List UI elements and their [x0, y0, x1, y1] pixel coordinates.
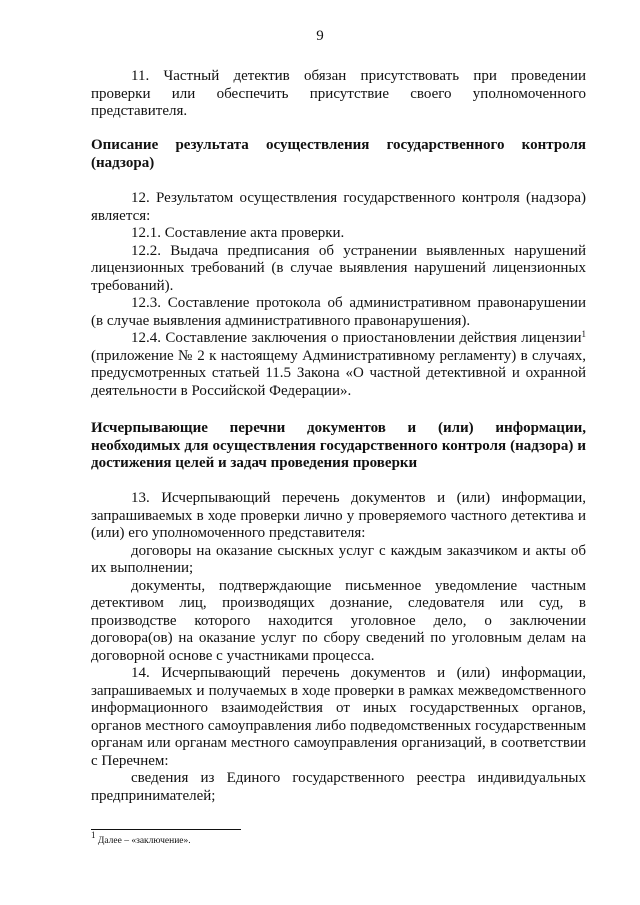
paragraph-12-block	[91, 190, 586, 400]
paragraph-13: 13. Исчерпывающий перечень документов и (или) информации, запрашиваемых в ходе проверки лично у проверяемого частного детектива и (или) его уполномоченного представителя:	[91, 490, 586, 541]
paragraph-12: 12. Результатом осуществления государственного контроля (надзора) является:	[91, 190, 586, 224]
heading-block-2	[91, 420, 586, 473]
paragraph-13-block	[91, 490, 586, 805]
paragraph-14-a: сведения из Единого государственного реестра индивидуальных предпринимателей;	[91, 770, 586, 804]
footnote-separator	[91, 829, 241, 830]
paragraph-12-4	[91, 330, 586, 400]
section-heading-documents: Исчерпывающие перечни документов и (или) информации, необходимых для осуществления государственного контроля (надзора) и достижения целей и задач проведения проверки	[91, 420, 586, 471]
paragraph-12-1: 12.1. Составление акта проверки.	[131, 225, 345, 241]
paragraph-13-a: договоры на оказание сыскных услуг с каждым заказчиком и акты об их выполнении;	[91, 542, 586, 576]
paragraph-12-2: 12.2. Выдача предписания об устранении выявленных нарушений лицензионных требований (в случае выявления нарушений лицензионных требований).	[91, 242, 586, 294]
paragraph-14: 14. Исчерпывающий перечень документов и (или) информации, запрашиваемых и получаемых в ходе проверки в рамках межведомственного информационного взаимодействия от иных государственных органов, органов местного самоуправления либо подведомственных государственным органам или органам местного самоуправления организаций, в соответствии с Перечнем:	[91, 665, 586, 769]
footnote-ref: 1	[581, 329, 586, 339]
paragraph-12-4-start: 12.4. Составление заключения о приостановлении действия лицензии	[131, 330, 582, 346]
paragraph-12-4-end: (приложение № 2 к настоящему Административному регламенту) в случаях, предусмотренных статьей 11.5 Закона «О частной детективной и охранной деятельности в Российской Федерации».	[91, 347, 586, 399]
paragraph-11: 11. Частный детектив обязан присутствовать при проведении проверки или обеспечить присутствие своего уполномоченного представителя.	[91, 68, 586, 119]
paragraph-12-3: 12.3. Составление протокола об административном правонарушении (в случае выявления административного правонарушения).	[91, 295, 586, 329]
page-number: 9	[316, 28, 324, 44]
paragraph-11-block	[91, 68, 586, 121]
paragraph-13-b: документы, подтверждающие письменное уведомление частным детективом лиц, производящих дознание, следователя или суд, в производстве которого находится уголовное дело, о заключении договора(ов) на оказание услуг по сбору сведений по уголовным делам на договорной основе с участниками процесса.	[91, 577, 586, 664]
section-heading-result: Описание результата осуществления государственного контроля (надзора)	[91, 137, 586, 171]
footnote	[91, 830, 191, 847]
heading-block-1	[91, 137, 586, 172]
footnote-text: Далее – «заключение».	[95, 836, 191, 846]
footnote-mark: 1	[91, 830, 96, 840]
